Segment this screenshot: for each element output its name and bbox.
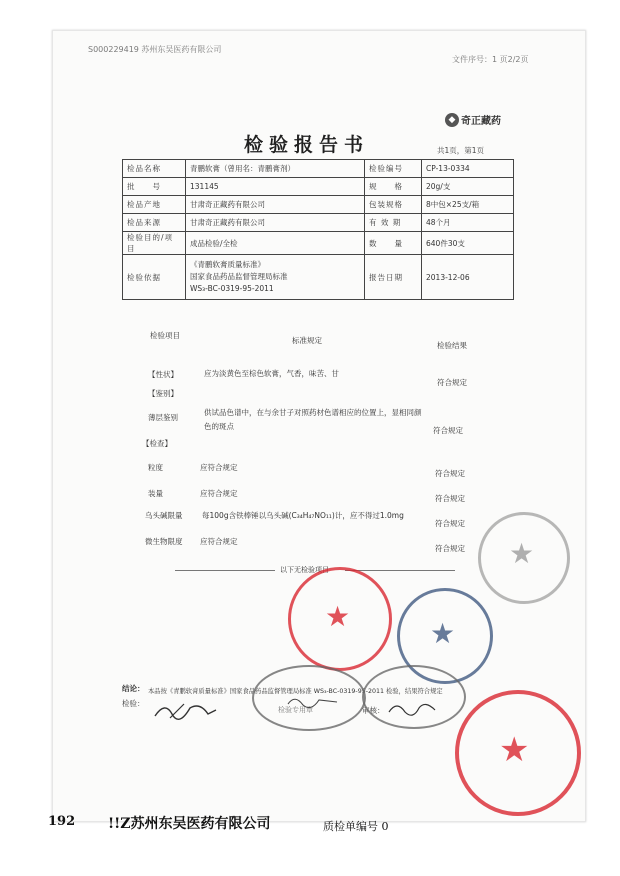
page-info: 共1页，第1页 bbox=[437, 146, 485, 155]
logo-icon: ◆ bbox=[445, 113, 459, 127]
validity: 48个月 bbox=[422, 214, 514, 232]
source: 甘肃奇正藏药有限公司 bbox=[186, 214, 365, 232]
inspection-seal bbox=[252, 665, 366, 731]
basis-line1: 《青鹏软膏质量标准》 bbox=[190, 260, 265, 269]
star-icon: ★ bbox=[499, 730, 530, 770]
result-item: 乌头碱限量 bbox=[145, 511, 183, 520]
star-icon: ★ bbox=[325, 600, 351, 633]
header-right: 文件序号：1 页2/2页 bbox=[452, 55, 529, 64]
result-standard: 供试品色谱中，在与余甘子对照药材色谱相应的位置上，显相同颜色的斑点 bbox=[204, 408, 422, 431]
info-table bbox=[122, 159, 514, 300]
result-value: 符合规定 bbox=[435, 494, 465, 503]
result-standard: 每100g含铁棒锤以乌头碱(C₃₄H₄₇NO₁₁)计，应不得过1.0mg bbox=[202, 511, 404, 520]
result-standard: 应为淡黄色至棕色软膏，气香，味苦、甘 bbox=[204, 369, 339, 378]
basis bbox=[186, 255, 365, 300]
col-result-header: 检验结果 bbox=[437, 341, 467, 350]
star-icon: ★ bbox=[509, 537, 535, 570]
result-item: 微生物限度 bbox=[145, 537, 183, 546]
result-item: 【性状】 bbox=[148, 370, 178, 379]
footer-qc-number: 质检单编号 0 bbox=[323, 820, 389, 833]
col-standard-header: 标准规定 bbox=[292, 336, 322, 345]
package: 8中包×25支/箱 bbox=[422, 196, 514, 214]
basis-label: 检验依据 bbox=[123, 255, 186, 300]
quantity-label: 数 量 bbox=[365, 232, 422, 255]
package-label: 包装规格 bbox=[365, 196, 422, 214]
table-row bbox=[123, 160, 514, 178]
result-value: 符合规定 bbox=[435, 544, 465, 553]
batch-label: 批 号 bbox=[123, 178, 186, 196]
table-row bbox=[123, 214, 514, 232]
spec-label: 规 格 bbox=[365, 178, 422, 196]
spec: 20g/支 bbox=[422, 178, 514, 196]
qa-seal bbox=[362, 665, 466, 729]
source-label: 检品来源 bbox=[123, 214, 186, 232]
end-note: 以下无检验项目 bbox=[280, 566, 329, 574]
table-row bbox=[123, 196, 514, 214]
conclusion-label: 结论： bbox=[122, 684, 145, 693]
inspection-seal-text: 检验专用章 bbox=[278, 706, 313, 714]
quantity: 640件30支 bbox=[422, 232, 514, 255]
result-value: 符合规定 bbox=[437, 378, 467, 387]
result-value: 符合规定 bbox=[435, 519, 465, 528]
inspector-signature bbox=[150, 696, 220, 726]
col-item-header: 检验项目 bbox=[150, 331, 180, 340]
table-row bbox=[123, 178, 514, 196]
footer-number: 192 bbox=[48, 814, 76, 829]
conclusion-text: 本品按《青鹏软膏质量标准》国家食品药品监督管理局标准 WS₃-BC-0319-95-2011 检验，结果符合规定 bbox=[148, 688, 443, 695]
company-seal-red-large bbox=[455, 690, 581, 816]
footer-company: !!Z苏州东吴医药有限公司 bbox=[108, 816, 271, 832]
table-row bbox=[123, 232, 514, 255]
company-logo: ◆ 奇正藏药 bbox=[445, 109, 501, 128]
purpose: 成品检验/全检 bbox=[186, 232, 365, 255]
validity-label: 有 效 期 bbox=[365, 214, 422, 232]
inspector-label: 检验： bbox=[122, 699, 145, 708]
batch: 131145 bbox=[186, 178, 365, 196]
origin-label: 检品产地 bbox=[123, 196, 186, 214]
origin: 甘肃奇正藏药有限公司 bbox=[186, 196, 365, 214]
result-value: 符合规定 bbox=[435, 469, 465, 478]
result-item: 薄层鉴别 bbox=[148, 413, 178, 422]
star-icon: ★ bbox=[430, 617, 456, 650]
result-standard: 应符合规定 bbox=[200, 489, 238, 498]
purpose-label: 检验目的/项目 bbox=[123, 232, 186, 255]
product-name: 青鹏软膏（曾用名：青鹏膏剂） bbox=[186, 160, 365, 178]
table-row bbox=[123, 255, 514, 300]
report-title: 检验报告书 bbox=[244, 134, 370, 156]
report-no-label: 检验编号 bbox=[365, 160, 422, 178]
basis-line2: 国家食品药品监督管理局标准 bbox=[190, 272, 288, 281]
product-name-label: 检品名称 bbox=[123, 160, 186, 178]
result-item: 装量 bbox=[148, 489, 163, 498]
date: 2013-12-06 bbox=[422, 255, 514, 300]
report-no: CP-13-0334 bbox=[422, 160, 514, 178]
result-item: 【检查】 bbox=[142, 439, 172, 448]
divider bbox=[175, 570, 275, 571]
basis-line3: WS₃-BC-0319-95-2011 bbox=[190, 284, 274, 293]
date-label: 报告日期 bbox=[365, 255, 422, 300]
result-item: 粒度 bbox=[148, 463, 163, 472]
result-item: 【鉴别】 bbox=[148, 389, 178, 398]
result-standard: 应符合规定 bbox=[200, 537, 238, 546]
company-seal-red bbox=[288, 567, 392, 671]
header-left: S000229419 苏州东吴医药有限公司 bbox=[88, 45, 222, 54]
reviewer-label: 审核： bbox=[362, 706, 385, 715]
faded-stamp bbox=[478, 512, 570, 604]
result-standard: 应符合规定 bbox=[200, 463, 238, 472]
result-value: 符合规定 bbox=[433, 426, 463, 435]
